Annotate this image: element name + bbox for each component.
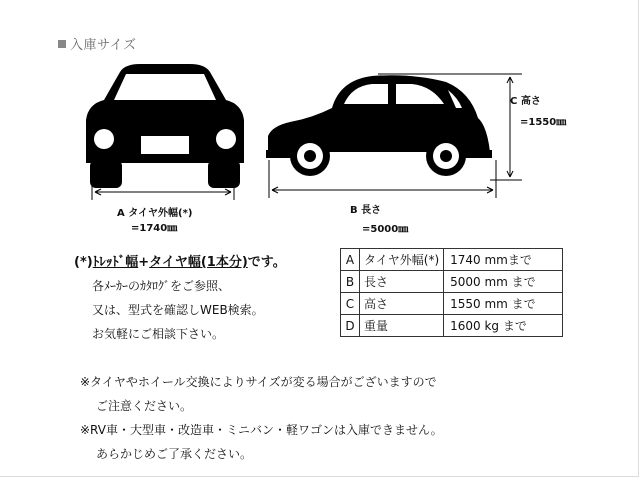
note-plus: + (138, 255, 150, 270)
row-name: タイヤ外幅(*) (360, 249, 444, 271)
spec-table (340, 248, 563, 337)
note-line: お気軽にご相談下さい。 (92, 327, 225, 341)
tire-width-note (74, 251, 286, 270)
row-value: 1550 mm まで (444, 293, 563, 315)
row-name: 重量 (360, 315, 444, 337)
length-label (350, 201, 408, 235)
length-label-text: B 長さ (350, 205, 382, 216)
row-value: 1740 mmまで (444, 249, 563, 271)
row-value: 5000 mm まで (444, 271, 563, 293)
row-key: B (341, 271, 360, 293)
table-row (341, 315, 563, 337)
footnote: ご注意ください。 (96, 399, 193, 413)
footnote: ※タイヤやホイール交換によりサイズが変る場合がございますので (80, 375, 437, 389)
table-row (341, 271, 563, 293)
note-tread-width: ﾄﾚｯﾄﾞ幅 (92, 255, 139, 270)
height-label-text: C 高さ (510, 96, 541, 107)
note-tire-width: タイヤ幅(1本分) (149, 255, 248, 270)
footnote: ※RV車・大型車・改造車・ミニバン・軽ワゴンは入庫できません。 (80, 423, 443, 437)
length-value: =5000㎜ (362, 224, 409, 235)
note-prefix: (*) (74, 255, 93, 270)
width-label (117, 204, 192, 234)
height-label (510, 92, 566, 128)
height-value: =1550㎜ (520, 117, 567, 128)
note-line: 各ﾒｰｶｰのｶﾀﾛｸﾞをご参照、 (92, 279, 231, 293)
row-name: 高さ (360, 293, 444, 315)
footnote: あらかじめご了承ください。 (96, 447, 253, 461)
car-front-icon (86, 64, 244, 188)
width-value: =1740㎜ (131, 223, 178, 234)
table-row (341, 293, 563, 315)
row-key: C (341, 293, 360, 315)
row-value: 1600 kg まで (444, 315, 563, 337)
row-key: D (341, 315, 360, 337)
car-side-icon (266, 75, 492, 176)
note-suffix: です。 (247, 255, 286, 270)
row-name: 長さ (360, 271, 444, 293)
row-key: A (341, 249, 360, 271)
section-title-text: 入庫サイズ (70, 38, 137, 53)
width-label-text: A タイヤ外幅(*) (117, 208, 193, 219)
table-row (341, 249, 563, 271)
note-line: 又は、型式を確認しWEB検索。 (92, 303, 264, 317)
